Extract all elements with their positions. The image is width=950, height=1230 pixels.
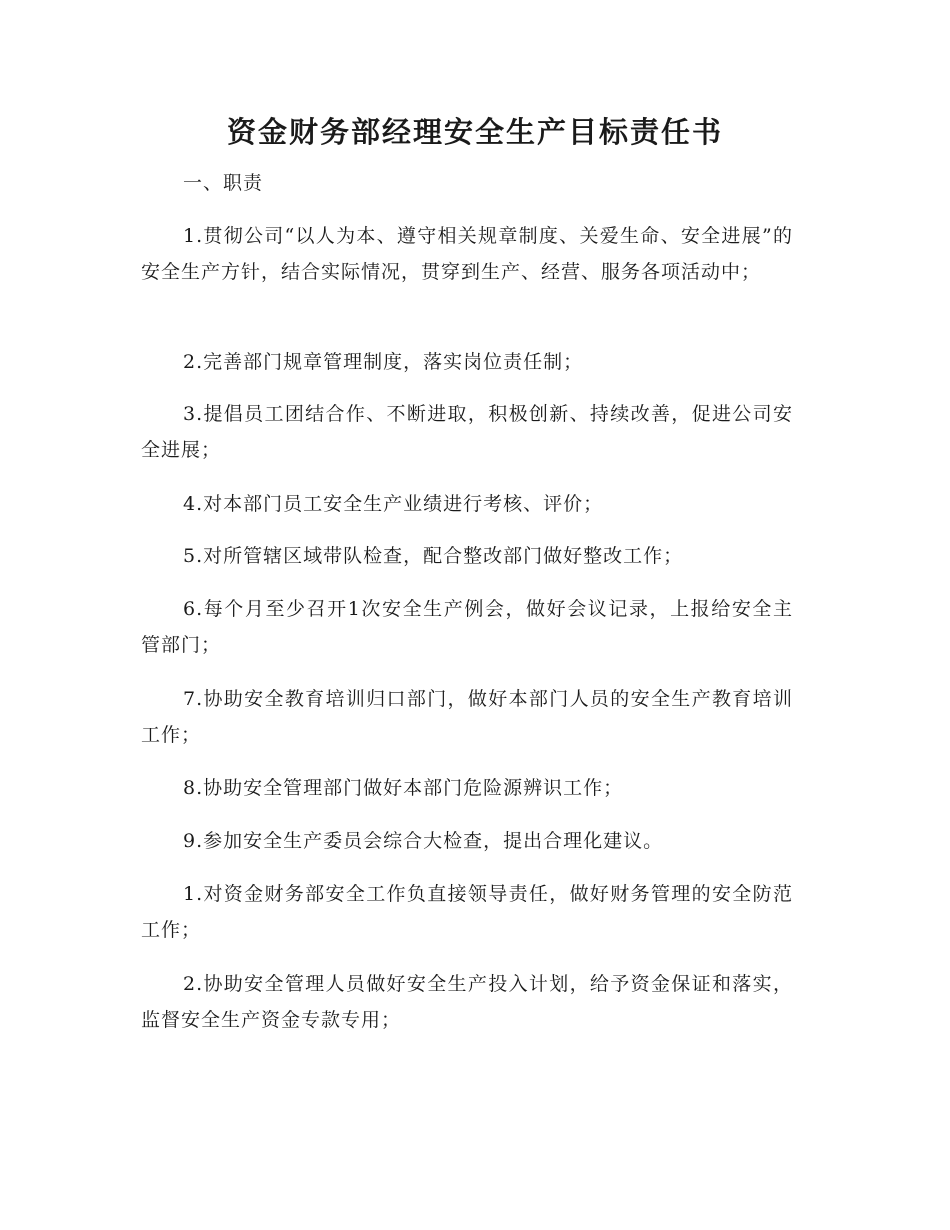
paragraph-6: 6.每个月至少召开1次安全生产例会，做好会议记录，上报给安全主管部门； (141, 598, 793, 656)
paragraph-4: 4.对本部门员工安全生产业绩进行考核、评价； (183, 493, 604, 515)
paragraph-11: 2.协助安全管理人员做好安全生产投入计划，给予资金保证和落实，监督安全生产资金专款专用； (141, 973, 793, 1031)
paragraph-8: 8.协助安全管理部门做好本部门危险源辨识工作； (183, 777, 624, 799)
paragraph-2: 2.完善部门规章管理制度，落实岗位责任制； (183, 351, 584, 373)
paragraph-7: 7.协助安全教育培训归口部门，做好本部门人员的安全生产教育培训工作； (141, 688, 793, 746)
paragraph-9: 9.参加安全生产委员会综合大检查，提出合理化建议。 (183, 830, 664, 852)
paragraph-1: 1.贯彻公司“以人为本、遵守相关规章制度、关爱生命、安全进展”的安全生产方针，结合实际情况，贯穿到生产、经营、服务各项活动中； (141, 225, 793, 283)
section-heading-duties: 一、职责 (183, 172, 264, 194)
paragraph-5: 5.对所管辖区域带队检查，配合整改部门做好整改工作； (183, 545, 684, 567)
paragraph-10: 1.对资金财务部安全工作负直接领导责任，做好财务管理的安全防范工作； (141, 883, 793, 941)
document-title: 资金财务部经理安全生产目标责任书 (226, 115, 723, 149)
paragraph-3: 3.提倡员工团结合作、不断进取，积极创新、持续改善，促进公司安全进展； (141, 403, 793, 461)
